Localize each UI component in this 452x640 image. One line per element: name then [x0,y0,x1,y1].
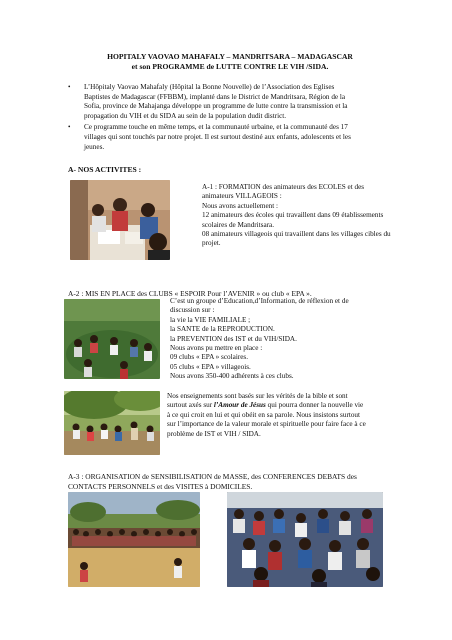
text-line: 12 animateurs des écoles qui travaillent dans 09 établissements [202,211,384,220]
text-line: Nous avons pu mettre en place : [170,344,263,353]
text-line: Nos enseignements sont basés sur les vérités de la bible et sont [167,392,348,400]
text-line: discussion sur : [170,306,215,315]
document-title [60,52,400,72]
intro-bullets [68,83,388,154]
teachings-text [167,392,366,439]
bullet-icon: • [68,123,71,132]
photo-mass-field [68,492,200,587]
title-line-2: et son PROGRAMME de LUTTE CONTRE LE VIH /SIDA. [131,62,329,71]
text-line: problème de IST et VIH / SIDA. [167,429,261,438]
text-line: à ce qui croit en lui et qui obéit en sa parole. Nous insistons surtout [167,410,361,419]
section-a-heading: A- NOS ACTIVITES : [68,165,142,174]
text-line: Nous avons 350-400 adhérents à ces clubs. [170,372,294,381]
text-line: L’Hôpitaly Vaovao Mahafaly (Hôpital la Bonne Nouvelle) de l’Association des Eglises [84,83,335,91]
photo-training [70,180,170,260]
text-line: 09 clubs « EPA » scolaires. [170,353,248,362]
text-line: A-1 : FORMATION des animateurs des ECOLES et des [202,183,365,191]
text-line: scolaires de Mandritsara. [202,220,275,229]
text-line: Ce programme touche en même temps, et la communauté urbaine, et la communauté des 17 [84,123,348,132]
text-run: qui pourra donner la nouvelle vie [265,401,364,410]
text-line [167,401,366,410]
intro-bullet-1 [68,83,388,121]
photo-club-outdoor [64,299,160,379]
a2-text [170,297,349,382]
text-line: 05 clubs « EPA » villageois. [170,362,251,371]
text-line: 08 animateurs villageois qui travaillent dans les villages cibles du [202,230,391,239]
text-line: animateurs VILLAGEOIS : [202,192,282,201]
a1-text [202,183,391,249]
text-line: propagation du VIH et du SIDA au sein de la population dudit district. [84,111,287,120]
text-line: C’est un groupe d’Education,d’Information, de réflexion et de [170,297,349,305]
photo-crowd [227,492,383,587]
title-line-1: HOPITALY VAOVAO MAHAFALY – MANDRITSARA – MADAGASCAR [107,52,353,61]
text-line: Nous avons actuellement : [202,201,279,210]
a2-heading: A-2 : MIS EN PLACE des CLUBS « ESPOIR Pour l’AVENIR » ou club « EPA ». [68,289,312,298]
intro-bullet-2 [68,123,388,152]
text-line: Baptistes de Madagascar (FFBBM), implanté dans le District de Mandritsara, Région de la [84,92,346,101]
text-line: jeunes. [84,142,105,151]
text-run: surtout axés sur [167,401,214,410]
bullet-icon: • [68,83,71,91]
emphasis-text: l’Amour de Jésus [213,401,266,410]
a3-heading [68,472,357,492]
text-line: la vie la VIE FAMILIALE ; [170,315,251,324]
text-line: la SANTE de la REPRODUCTION. [170,325,275,334]
text-line: projet. [202,239,221,248]
text-line: A-3 : ORGANISATION de SENSIBILISATION de MASSE, des CONFERENCES DEBATS des [68,472,357,481]
text-line: Sofia, province de Mahajanga développe un programme de lutte contre la transmission et la [84,102,348,111]
text-line: sur l’importance de la valeur morale et spirituelle pour faire face à ce [167,420,366,429]
text-line: villages qui sont touchés par notre projet. Il est surtout destiné aux enfants, adolescents et les [84,132,351,141]
text-line: la PREVENTION des IST et du VIH/SIDA. [170,334,297,343]
text-line: CONTACTS PERSONNELS et des VISITES à DOMICILES. [68,482,253,491]
photo-tree-gathering [64,391,160,455]
